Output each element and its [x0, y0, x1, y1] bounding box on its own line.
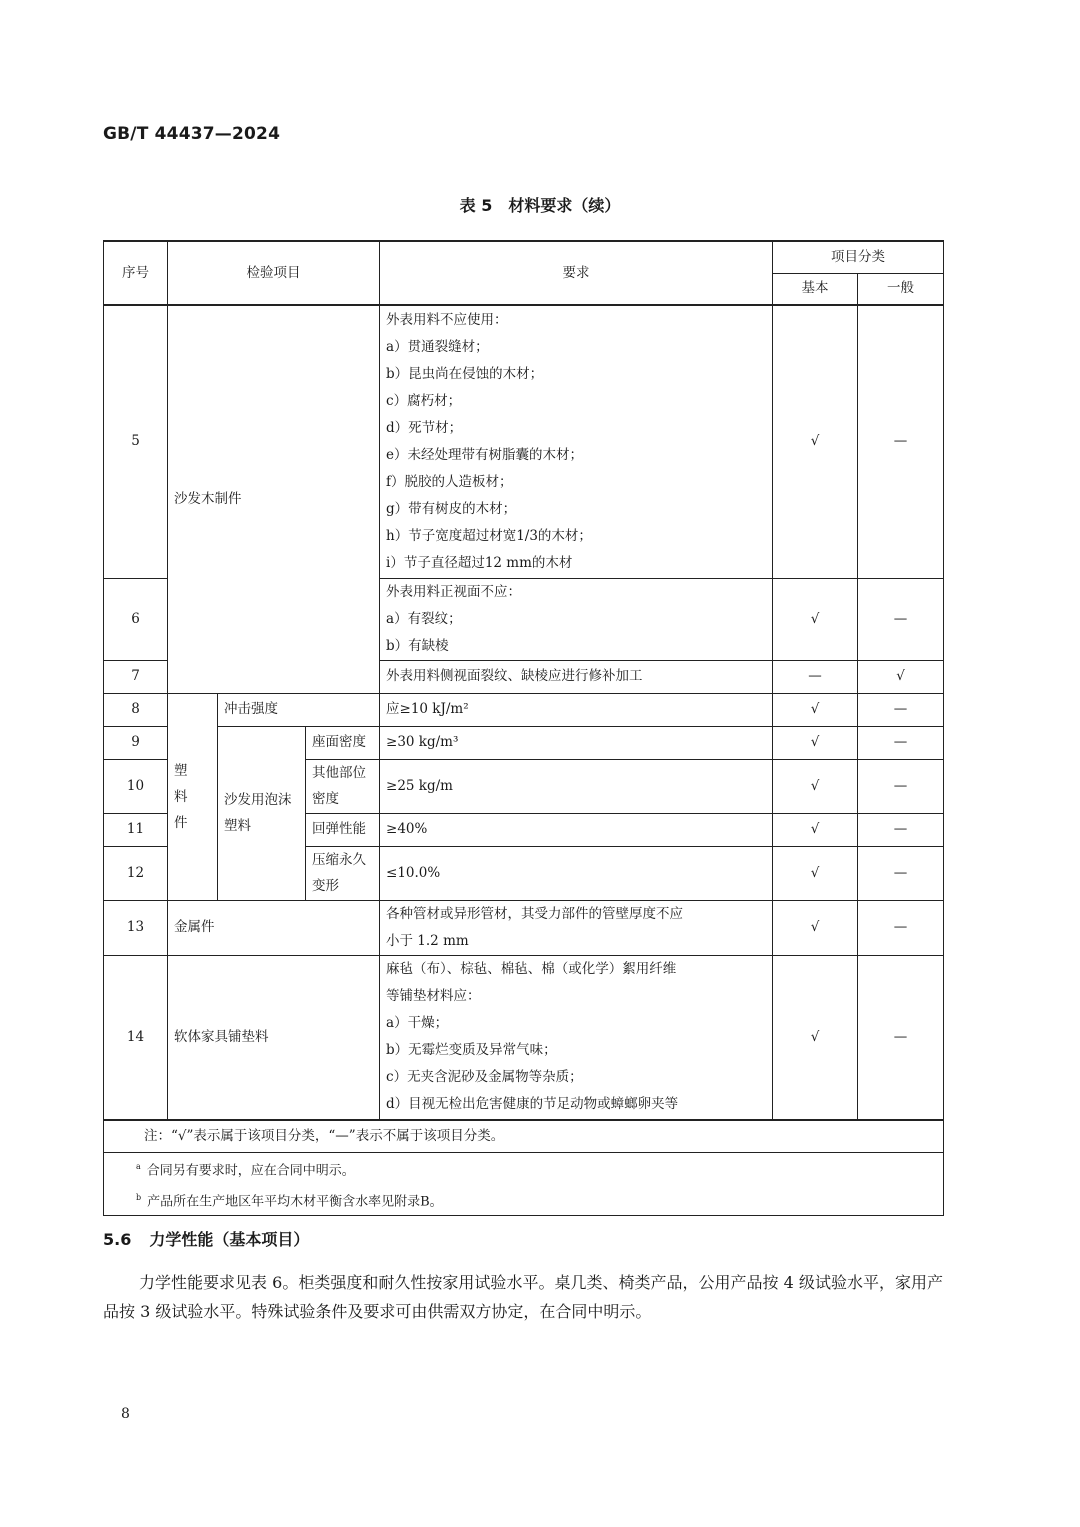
row-seq: 10 [104, 759, 168, 813]
header-basic: 基本 [773, 273, 858, 305]
row-seq: 11 [104, 813, 168, 846]
material-requirements-table [103, 240, 944, 1216]
req-line: d）目视无检出危害健康的节足动物或蟑螂卵夹等 [386, 1096, 679, 1113]
req-line: h）节子宽度超过材宽1/3的木材； [386, 527, 592, 544]
table-header-row [104, 241, 944, 273]
basic-mark: √ [773, 813, 858, 846]
req-line: a）贯通裂缝材； [386, 338, 489, 355]
general-mark: √ [858, 660, 944, 693]
req-line: 麻毡（布）、棕毡、棉毡、棉（或化学）絮用纤维 [386, 961, 677, 978]
row-seq: 5 [104, 305, 168, 578]
sub-item-line: 变形 [312, 878, 339, 894]
req-line: a）有裂纹； [386, 610, 462, 627]
general-mark: — [858, 693, 944, 726]
req-line: 小于 1.2 mm [386, 932, 469, 949]
general-mark: — [858, 813, 944, 846]
header-category: 项目分类 [773, 241, 944, 273]
req-line: g）带有树皮的木材； [386, 500, 517, 517]
footnote [136, 1153, 937, 1184]
row-requirement: ≥25 kg/m [380, 759, 773, 813]
req-line: f）脱胶的人造板材； [386, 473, 513, 490]
row-sub-item [306, 846, 380, 900]
req-line: c）腐朽材； [386, 392, 462, 409]
req-line: b）昆虫尚在侵蚀的木材； [386, 365, 544, 382]
header-general: 一般 [858, 273, 944, 305]
row-sub-item [306, 759, 380, 813]
general-mark: — [858, 305, 944, 578]
row-requirement [380, 305, 773, 578]
row-requirement [380, 578, 773, 660]
req-line: c）无夹含泥砂及金属物等杂质； [386, 1069, 583, 1086]
header-item: 检验项目 [168, 241, 380, 305]
row-seq: 6 [104, 578, 168, 660]
general-mark: — [858, 900, 944, 955]
table-row [104, 900, 944, 955]
footnote-mark: a [136, 1161, 141, 1171]
basic-mark: √ [773, 900, 858, 955]
row-sub-item: 回弹性能 [306, 813, 380, 846]
basic-mark: √ [773, 693, 858, 726]
row-seq: 12 [104, 846, 168, 900]
page-number: 8 [121, 1406, 130, 1422]
group-plastic-parts [168, 693, 218, 900]
basic-mark: √ [773, 759, 858, 813]
plastic-char: 塑 [174, 762, 188, 779]
footnote-text: 合同另有要求时，应在合同中明示。 [146, 1162, 355, 1178]
row-seq: 13 [104, 900, 168, 955]
table-footnotes [104, 1152, 944, 1216]
section-heading [103, 1227, 309, 1250]
foam-plastic-group [218, 726, 306, 900]
req-line: 各种管材或异形管材，其受力部件的管壁厚度不应 [386, 905, 684, 922]
section-paragraph: 力学性能要求见表 6。柜类强度和耐久性按家用试验水平。桌几类、椅类产品，公用产品按 4 级试验水平，家用产品按 3 级试验水平。特殊试验条件及要求可由供需双方协定，在合同中明示。 [103, 1273, 943, 1321]
general-mark: — [858, 846, 944, 900]
req-line: 外表用料正视面不应： [386, 583, 522, 600]
standard-code: GB/T 44437—2024 [103, 124, 281, 144]
row-seq: 8 [104, 693, 168, 726]
req-line: e）未经处理带有树脂囊的木材； [386, 446, 584, 463]
req-line: i）节子直径超过12 mm的木材 [386, 554, 573, 571]
plastic-char: 件 [174, 814, 188, 831]
row-item: 软体家具铺垫料 [168, 955, 380, 1120]
general-mark: — [858, 759, 944, 813]
table-caption: 表 5 材料要求（续） [459, 196, 621, 215]
row-requirement [380, 900, 773, 955]
table-row [104, 305, 944, 578]
basic-mark: — [773, 660, 858, 693]
row-sub-item: 座面密度 [306, 726, 380, 759]
basic-mark: √ [773, 305, 858, 578]
row-seq: 14 [104, 955, 168, 1120]
general-mark: — [858, 955, 944, 1120]
basic-mark: √ [773, 846, 858, 900]
table-note: 注：“√”表示属于该项目分类，“—”表示不属于该项目分类。 [104, 1120, 944, 1152]
plastic-char: 料 [174, 788, 188, 805]
basic-mark: √ [773, 955, 858, 1120]
table-footnotes-row [104, 1152, 944, 1216]
header-requirement: 要求 [380, 241, 773, 305]
foam-group-line: 沙发用泡沫 [224, 792, 292, 808]
row-requirement [380, 955, 773, 1120]
row-requirement: ≥40% [380, 813, 773, 846]
footnote-mark: b [136, 1192, 142, 1202]
general-mark: — [858, 726, 944, 759]
basic-mark: √ [773, 726, 858, 759]
row-seq: 7 [104, 660, 168, 693]
req-line: 等铺垫材料应： [386, 988, 481, 1005]
req-line: d）死节材； [386, 419, 463, 436]
row-seq: 9 [104, 726, 168, 759]
req-line: a）干燥； [386, 1015, 449, 1032]
row-requirement: 应≥10 kJ/m² [380, 693, 773, 726]
group-wood-parts: 沙发木制件 [168, 305, 380, 693]
row-item: 金属件 [168, 900, 380, 955]
sub-item-line: 其他部位 [312, 765, 366, 781]
req-line: b）有缺棱 [386, 637, 449, 654]
req-line: b）无霉烂变质及异常气味； [386, 1042, 557, 1059]
basic-mark: √ [773, 578, 858, 660]
foam-group-line: 塑料 [224, 818, 251, 834]
section-number: 5.6 [103, 1230, 132, 1249]
footnote-text: 产品所在生产地区年平均木材平衡含水率见附录B。 [147, 1194, 443, 1210]
row-requirement: ≥30 kg/m³ [380, 726, 773, 759]
general-mark: — [858, 578, 944, 660]
sub-item-line: 密度 [312, 791, 339, 807]
table-note-row [104, 1120, 944, 1152]
header-seq: 序号 [104, 241, 168, 305]
table-row [104, 693, 944, 726]
sub-item-line: 压缩永久 [312, 852, 366, 868]
row-requirement: ≤10.0% [380, 846, 773, 900]
section-title: 力学性能（基本项目） [149, 1230, 310, 1249]
row-sub-item: 冲击强度 [218, 693, 380, 726]
table-row [104, 955, 944, 1120]
req-line: 外表用料不应使用： [386, 311, 508, 328]
table-row [104, 726, 944, 759]
footnote [136, 1184, 937, 1215]
row-requirement: 外表用料侧视面裂纹、缺棱应进行修补加工 [380, 660, 773, 693]
